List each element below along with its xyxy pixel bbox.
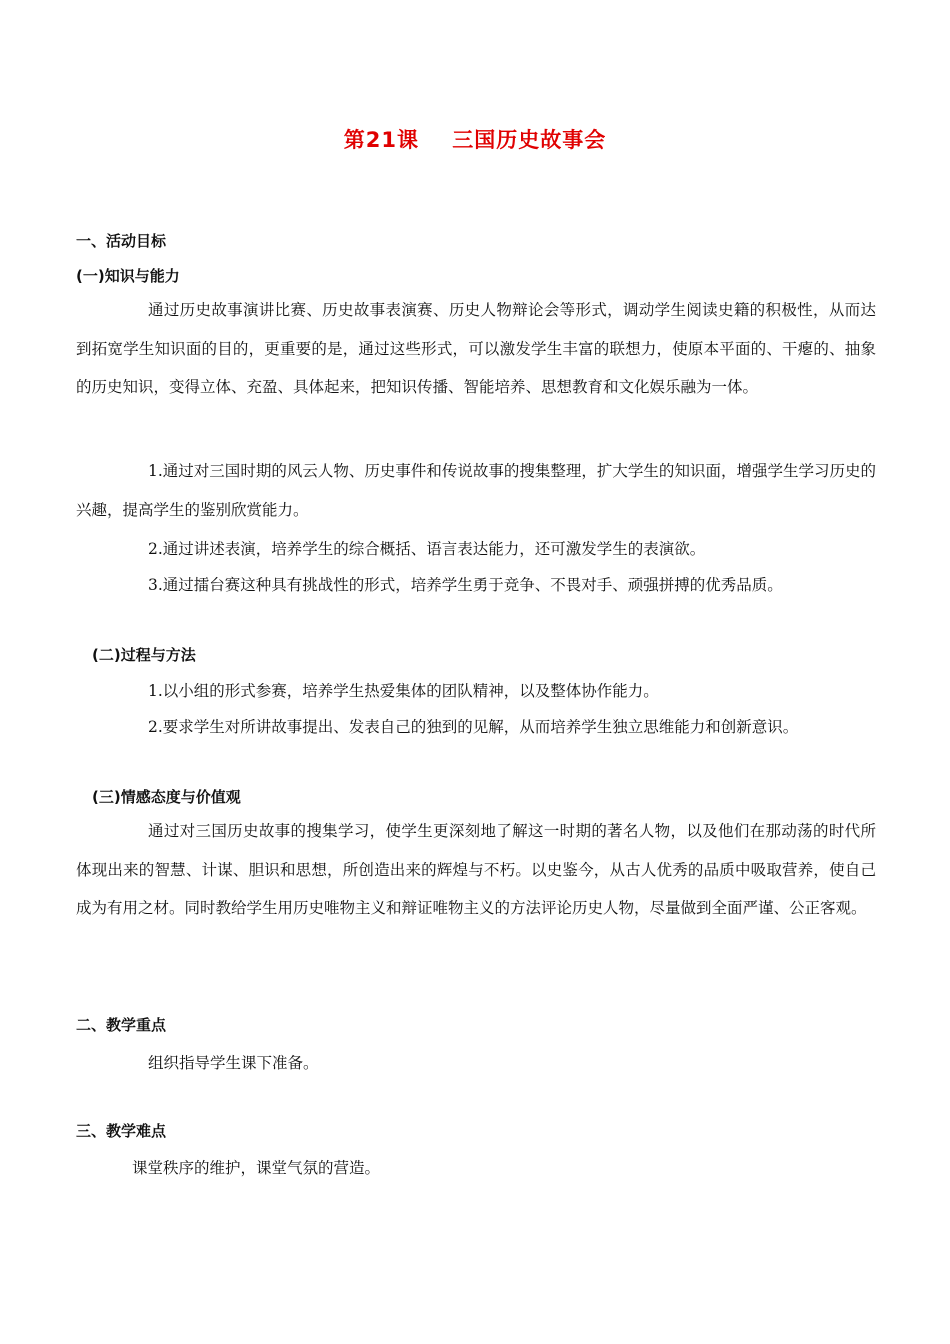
section-heading-difficulties: 三、教学难点 (76, 1122, 167, 1140)
knowledge-item-2: 2.通过讲述表演，培养学生的综合概括、语言表达能力，还可激发学生的表演欲。 (148, 540, 706, 558)
knowledge-item-1: 1.通过对三国时期的风云人物、历史事件和传说故事的搜集整理，扩大学生的知识面，增强学生学习历史的兴趣，提高学生的鉴别欣赏能力。 (76, 462, 876, 519)
subsection-heading-knowledge: (一)知识与能力 (76, 267, 180, 285)
difficulties-text: 课堂秩序的维护，课堂气氛的营造。 (132, 1159, 381, 1177)
process-item-1: 1.以小组的形式参赛，培养学生热爱集体的团队精神，以及整体协作能力。 (148, 682, 659, 700)
knowledge-intro-paragraph: 通过历史故事演讲比赛、历史故事表演赛、历史人物辩论会等形式，调动学生阅读史籍的积极性，从而达到拓宽学生知识面的目的，更重要的是，通过这些形式，可以激发学生丰富的联想力，使原本平面的、干瘪的、抽象的历史知识，变得立体、充盈、具体起来，把知识传播、智能培养、思想教育和文化娱乐融为一体。 (76, 301, 876, 396)
subsection-heading-emotion: (三)情感态度与价值观 (92, 788, 241, 806)
process-item-2: 2.要求学生对所讲故事提出、发表自己的独到的见解，从而培养学生独立思维能力和创新意识。 (148, 718, 799, 736)
emotion-paragraph: 通过对三国历史故事的搜集学习，使学生更深刻地了解这一时期的著名人物，以及他们在那动荡的时代所体现出来的智慧、计谋、胆识和思想，所创造出来的辉煌与不朽。以史鉴今，从古人优秀的品质中吸取营养，使自己成为有用之材。同时教给学生用历史唯物主义和辩证唯物主义的方法评论历史人物，尽量做到全面严谨、公正客观。 (76, 822, 876, 917)
section-heading-key-points: 二、教学重点 (76, 1016, 167, 1034)
key-points-text: 组织指导学生课下准备。 (148, 1054, 319, 1072)
knowledge-item-3: 3.通过擂台赛这种具有挑战性的形式，培养学生勇于竞争、不畏对手、顽强拼搏的优秀品质。 (148, 576, 783, 594)
section-heading-goals: 一、活动目标 (76, 232, 167, 250)
lesson-title: 第21课 三国历史故事会 (343, 128, 607, 152)
subsection-heading-process: (二)过程与方法 (92, 646, 196, 664)
